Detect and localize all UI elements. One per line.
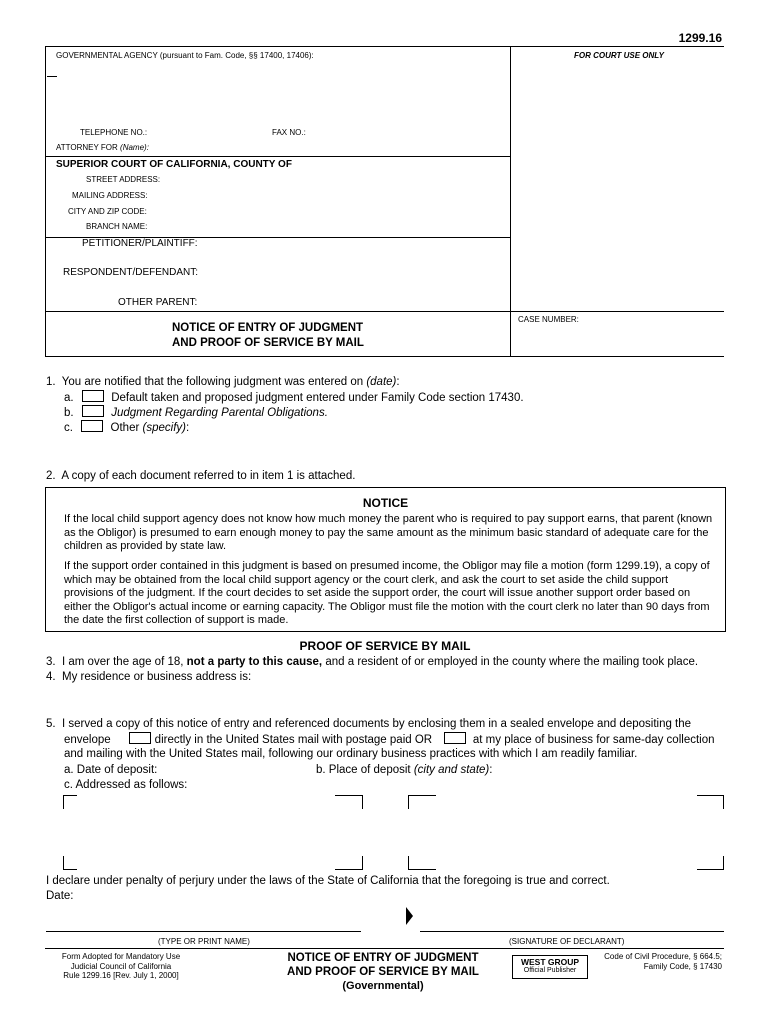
form-number: 1299.16	[678, 31, 722, 45]
item-1: 1. You are notified that the following judgment was entered on (date):	[46, 376, 400, 388]
caption-form-title: NOTICE OF ENTRY OF JUDGMENT AND PROOF OF SERVICE BY MAIL	[172, 322, 364, 349]
notice-paragraph-2: If the support order contained in this judgment is based on presumed income, the Obligor may file a motion (form 1299.19), a copy of which may be obtained from the local child support agency or the court clerk, and ask the court to set aside the child support provisions of the judgment. If the court decides to set aside the support order, the court will issue another support order based on either the Obligor's actual income or earning capacity. The Obligor must file the motion with the court clerk no later than 90 days from the date the first collection of support is made.	[64, 560, 710, 626]
publisher-logo: WEST GROUP Official Publisher	[512, 955, 588, 979]
checkbox-1b[interactable]	[82, 405, 104, 417]
branch-name-label: BRANCH NAME:	[86, 222, 148, 231]
item-2: 2. A copy of each document referred to in item 1 is attached.	[46, 470, 356, 482]
proof-heading: PROOF OF SERVICE BY MAIL	[299, 639, 471, 653]
notice-box	[45, 487, 726, 632]
declaration-text: I declare under penalty of perjury under the laws of the State of California that the foregoing is true and correct.	[46, 875, 610, 887]
other-parent-label: OTHER PARENT:	[118, 297, 198, 308]
telephone-label: TELEPHONE NO.:	[80, 128, 148, 137]
signature-arrow-icon	[406, 907, 413, 925]
fax-label: FAX NO.:	[272, 128, 306, 137]
court-use-label: FOR COURT USE ONLY	[574, 51, 664, 60]
item-5c: c. Addressed as follows:	[64, 779, 188, 791]
declaration-date: Date:	[46, 890, 74, 902]
footer-adopted: Form Adopted for Mandatory Use Judicial Council of California Rule 1299.16 [Rev. July 1, 2000]	[61, 952, 181, 980]
checkbox-mail-direct[interactable]	[129, 732, 151, 744]
petitioner-label: PETITIONER/PLAINTIFF:	[82, 238, 198, 249]
item-1b: b. Judgment Regarding Parental Obligations.	[64, 407, 328, 419]
city-zip-label: CITY AND ZIP CODE:	[68, 207, 147, 216]
item-3: 3. I am over the age of 18, not a party to this cause, and a resident of or employed in the county where the mailing took place.	[46, 656, 699, 668]
item-5: 5. I served a copy of this notice of entry and referenced documents by enclosing them in a sealed envelope and depositing the	[46, 718, 692, 730]
footer-title: NOTICE OF ENTRY OF JUDGMENT AND PROOF OF SERVICE BY MAIL (Governmental)	[287, 952, 479, 992]
type-name-caption: (TYPE OR PRINT NAME)	[158, 937, 250, 946]
caption-block	[45, 46, 724, 357]
case-number-label: CASE NUMBER:	[518, 315, 579, 324]
checkbox-1a[interactable]	[82, 390, 104, 402]
item-1c: c. Other (specify):	[64, 422, 190, 434]
agency-label: GOVERNMENTAL AGENCY (pursuant to Fam. Code, §§ 17400, 17406):	[56, 51, 314, 60]
item-5-envelope: envelope directly in the United States mail with postage paid OR at my place of business for same-day collection	[64, 734, 715, 746]
signature-caption: (SIGNATURE OF DECLARANT)	[509, 937, 625, 946]
mailing-address-label: MAILING ADDRESS:	[72, 191, 148, 200]
item-5b: b. Place of deposit (city and state):	[316, 764, 493, 776]
footer-rule	[45, 948, 724, 949]
item-5-line3: and mailing with the United States mail, following our ordinary business practices with which I am readily familiar.	[64, 748, 638, 760]
checkbox-business-collection[interactable]	[444, 732, 466, 744]
checkbox-1c[interactable]	[81, 420, 103, 432]
footer-code: Code of Civil Procedure, § 664.5; Family Code, § 17430	[604, 952, 722, 971]
name-line	[46, 931, 361, 932]
item-4: 4. My residence or business address is:	[46, 671, 252, 683]
notice-paragraph-1: If the local child support agency does not know how much money the parent who is required to pay support earns, that parent (known as the Obligor) is presumed to earn enough money to pay the same amount as the minimum basic standard of adequate care for the children as provided by state law.	[64, 513, 713, 552]
item-5a: a. Date of deposit:	[64, 764, 158, 776]
notice-heading: NOTICE	[362, 496, 409, 510]
court-title: SUPERIOR COURT OF CALIFORNIA, COUNTY OF	[56, 159, 292, 170]
street-address-label: STREET ADDRESS:	[86, 175, 161, 184]
signature-line	[420, 931, 724, 932]
attorney-for-label: ATTORNEY FOR (Name):	[56, 143, 149, 152]
respondent-label: RESPONDENT/DEFENDANT:	[63, 267, 199, 278]
item-1a: a. Default taken and proposed judgment entered under Family Code section 17430.	[64, 392, 524, 404]
